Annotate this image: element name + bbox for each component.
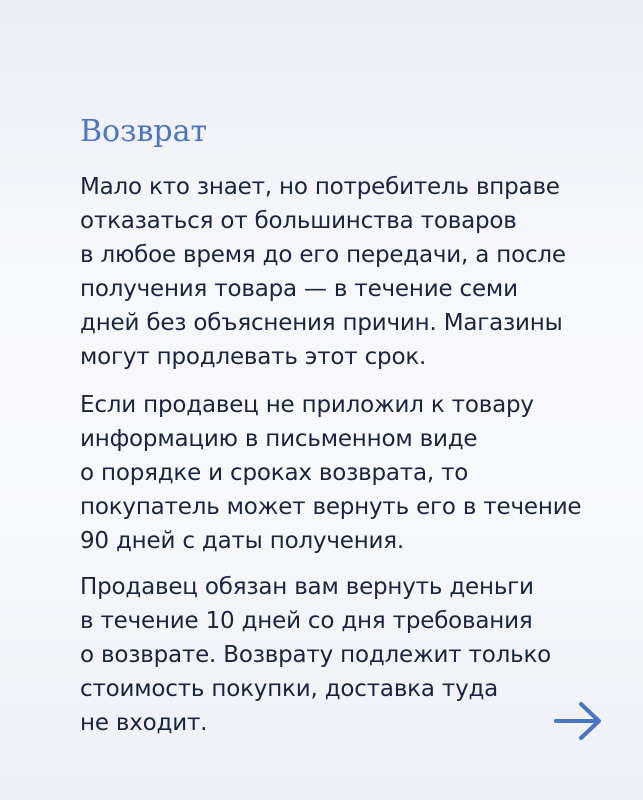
text-line: могут продлевать этот срок.: [80, 344, 427, 370]
text-line: дней без объяснения причин. Магазины: [80, 310, 563, 336]
text-line: в любое время до его передачи, а после: [80, 242, 566, 268]
text-line: Мало кто знает, но потребитель вправе: [80, 174, 560, 200]
text-line: о порядке и сроках возврата, то: [80, 460, 469, 486]
page-title: Возврат: [80, 114, 208, 149]
paragraph-no-info: [80, 388, 620, 558]
arrow-right-icon[interactable]: [552, 698, 604, 744]
text-line: в течение 10 дней со дня требования: [80, 608, 533, 634]
text-line: получения товара — в течение семи: [80, 276, 518, 302]
text-line: стоимость покупки, доставка туда: [80, 676, 499, 702]
paragraph-refund: [80, 570, 620, 740]
text-line: 90 дней с даты получения.: [80, 528, 405, 554]
text-line: не входит.: [80, 710, 208, 736]
text-line: о возврате. Возврату подлежит только: [80, 642, 552, 668]
text-line: покупатель может вернуть его в течение: [80, 494, 582, 520]
text-line: Продавец обязан вам вернуть деньги: [80, 574, 534, 600]
text-line: отказаться от большинства товаров: [80, 208, 517, 234]
text-line: Если продавец не приложил к товару: [80, 392, 534, 418]
text-line: информацию в письменном виде: [80, 426, 478, 452]
paragraph-refusal: [80, 170, 620, 374]
